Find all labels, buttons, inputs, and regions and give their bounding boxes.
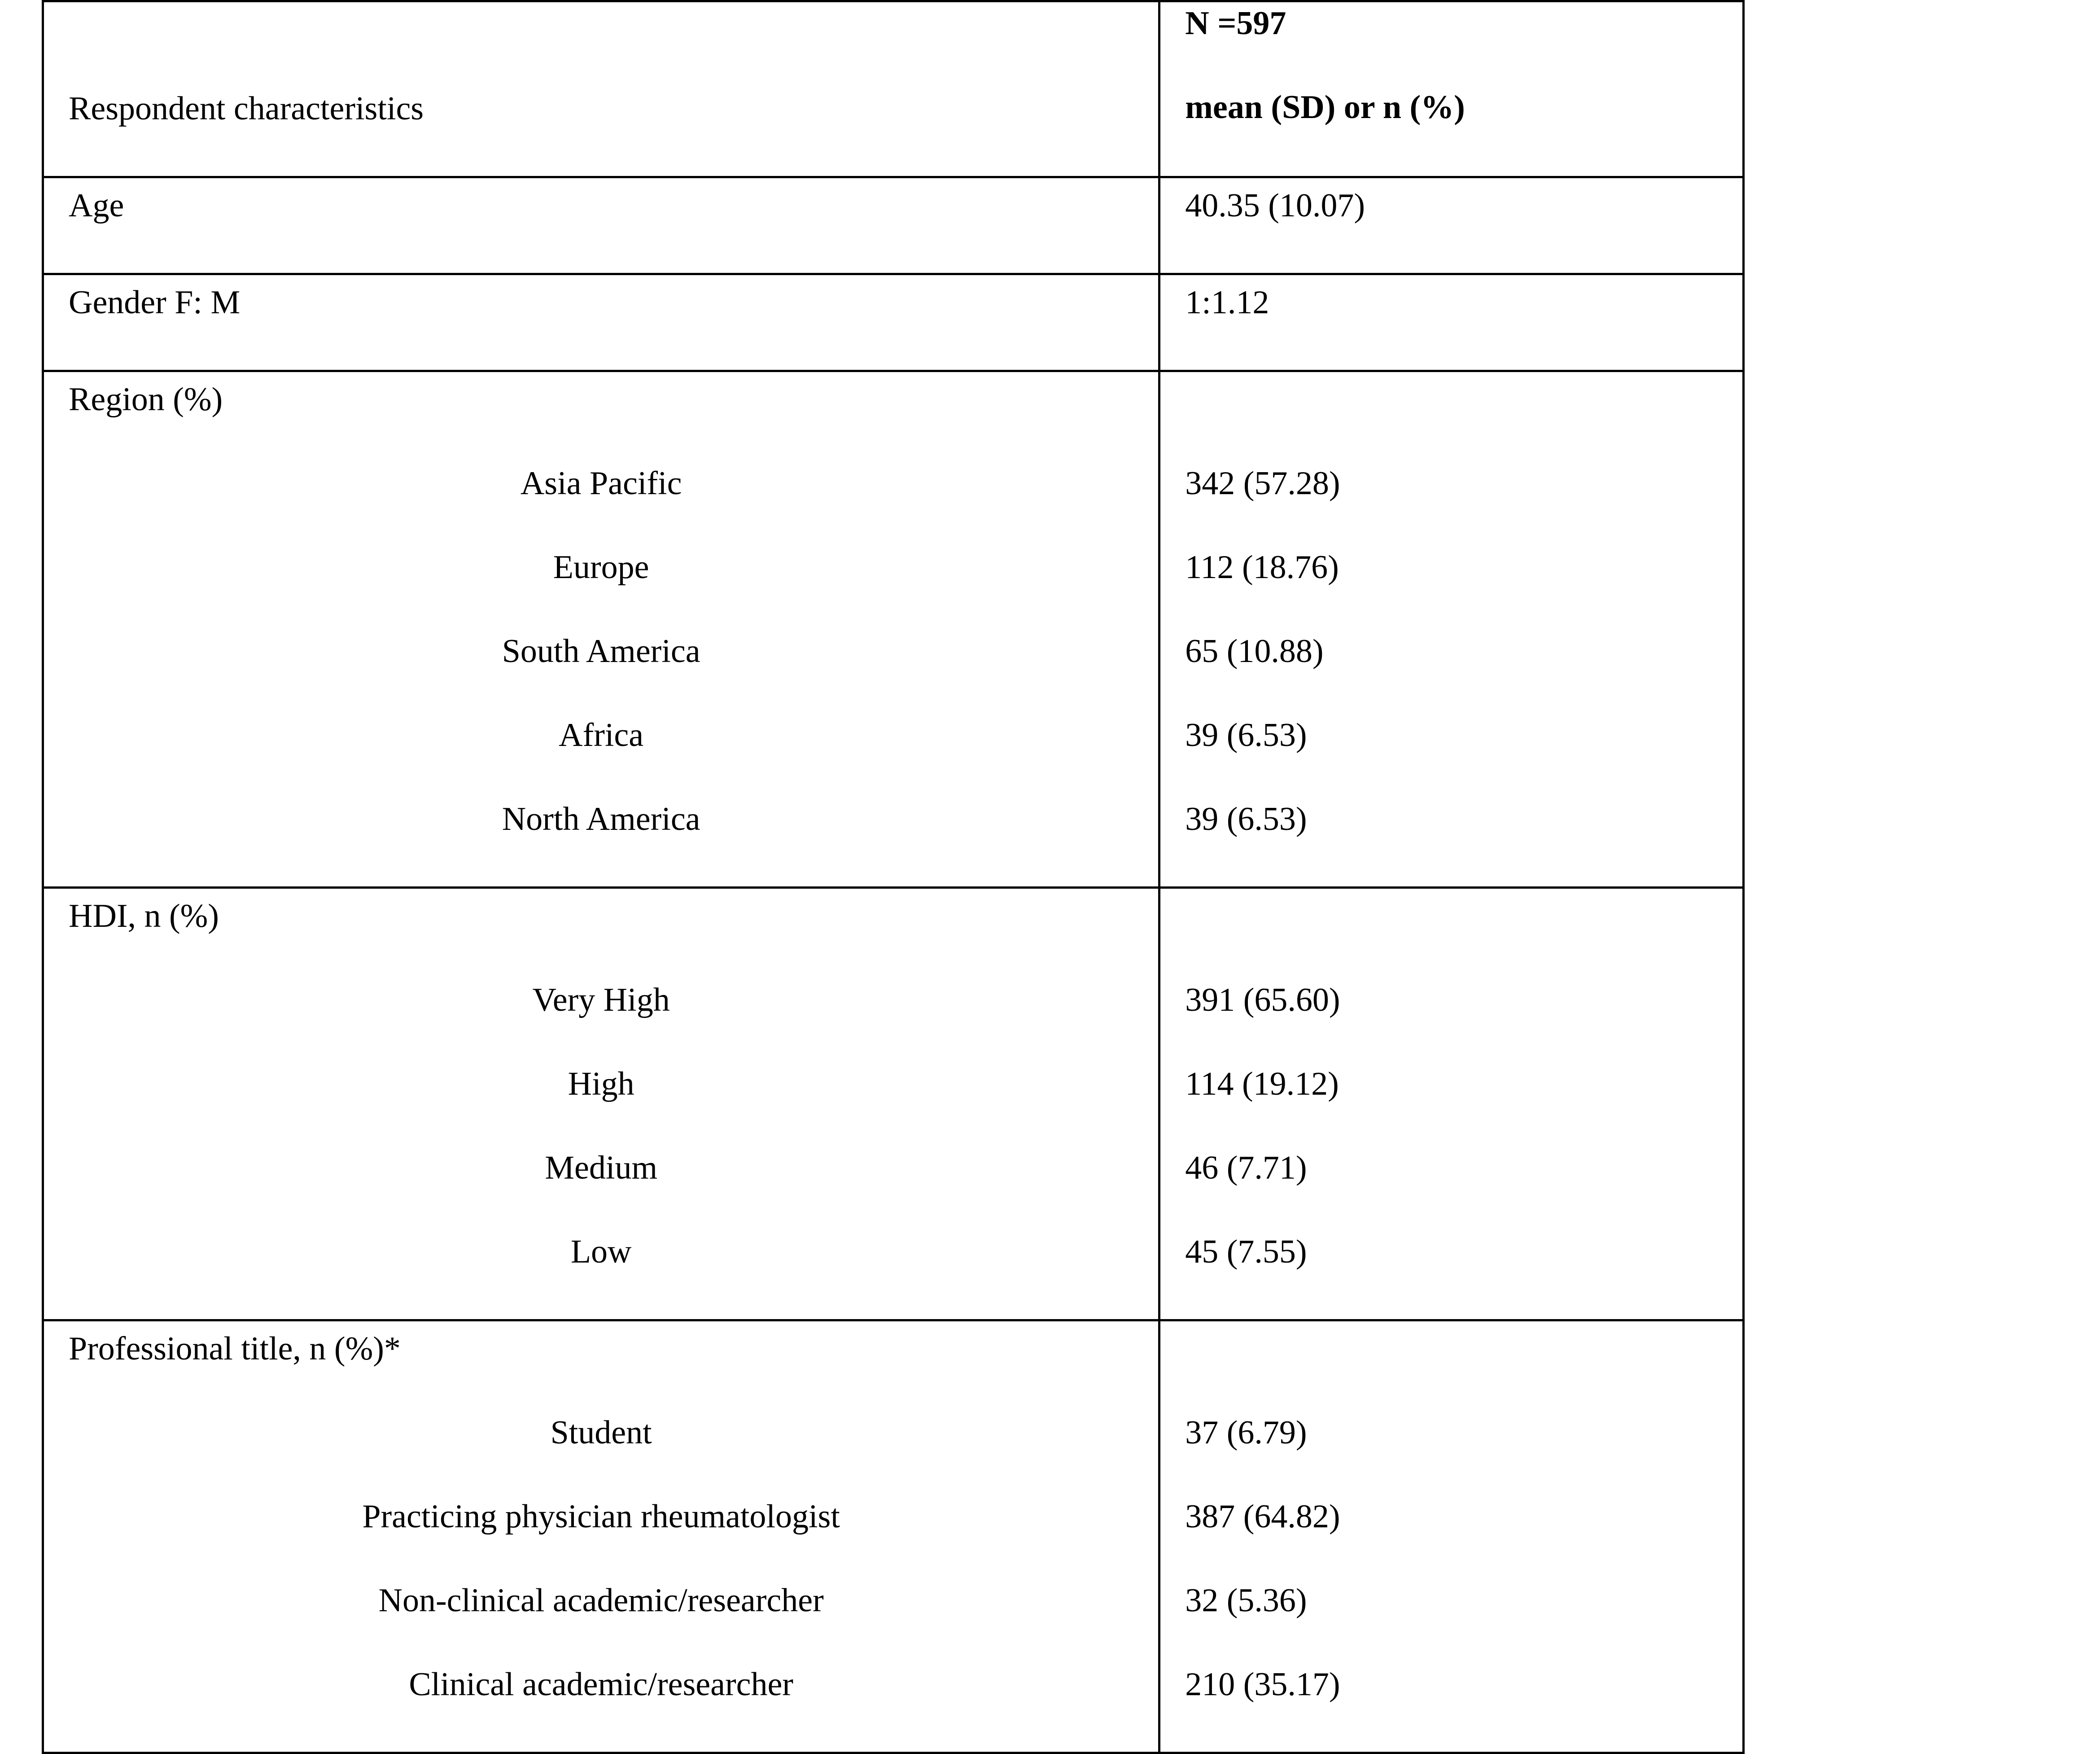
hdi-row [43, 888, 1744, 1320]
hdi-item-value: 114 (19.12) [1185, 1066, 1339, 1102]
age-label: Age [69, 187, 124, 224]
header-stat-label: mean (SD) or n (%) [1185, 89, 1465, 126]
gender-value: 1:1.12 [1185, 284, 1269, 321]
region-item-label: South America [502, 633, 700, 670]
professional-item-label: Non-clinical academic/researcher [378, 1582, 824, 1619]
age-value: 40.35 (10.07) [1185, 187, 1365, 224]
professional-item-value: 32 (5.36) [1185, 1582, 1307, 1619]
characteristics-table [42, 0, 1745, 1754]
region-item-label: Africa [559, 717, 644, 754]
region-item-value: 112 (18.76) [1185, 549, 1339, 586]
professional-item-value: 210 (35.17) [1185, 1666, 1340, 1703]
hdi-item-label: Medium [545, 1149, 658, 1186]
age-row [43, 177, 1744, 274]
professional-item-label: Clinical academic/researcher [409, 1666, 793, 1703]
header-n-label: N =597 [1185, 5, 1286, 42]
hdi-item-label: Low [570, 1233, 632, 1270]
professional-item-label: Practicing physician rheumatologist [362, 1498, 840, 1535]
professional-item-value: 387 (64.82) [1185, 1498, 1340, 1535]
hdi-item-value: 391 (65.60) [1185, 982, 1340, 1018]
hdi-item-label: Very High [532, 982, 670, 1018]
professional-row [43, 1320, 1744, 1753]
hdi-item-value: 45 (7.55) [1185, 1233, 1307, 1270]
region-item-label: Europe [553, 549, 649, 586]
professional-label: Professional title, n (%)* [69, 1330, 401, 1367]
region-item-value: 39 (6.53) [1185, 717, 1307, 754]
region-item-value: 65 (10.88) [1185, 633, 1324, 670]
professional-item-label: Student [550, 1414, 652, 1451]
region-item-label: Asia Pacific [520, 465, 682, 502]
region-item-value: 39 (6.53) [1185, 801, 1307, 838]
header-label: Respondent characteristics [69, 90, 424, 127]
hdi-item-label: High [568, 1066, 634, 1102]
hdi-item-value: 46 (7.71) [1185, 1149, 1307, 1186]
professional-item-value: 37 (6.79) [1185, 1414, 1307, 1451]
region-item-label: North America [502, 801, 700, 838]
gender-label: Gender F: M [69, 284, 241, 321]
region-item-value: 342 (57.28) [1185, 465, 1340, 502]
header-label-cell [43, 1, 1159, 177]
hdi-label: HDI, n (%) [69, 898, 219, 934]
header-row [43, 1, 1744, 177]
region-label: Region (%) [69, 381, 223, 418]
gender-row [43, 274, 1744, 371]
region-row [43, 371, 1744, 888]
header-stat-cell [1159, 1, 1744, 177]
